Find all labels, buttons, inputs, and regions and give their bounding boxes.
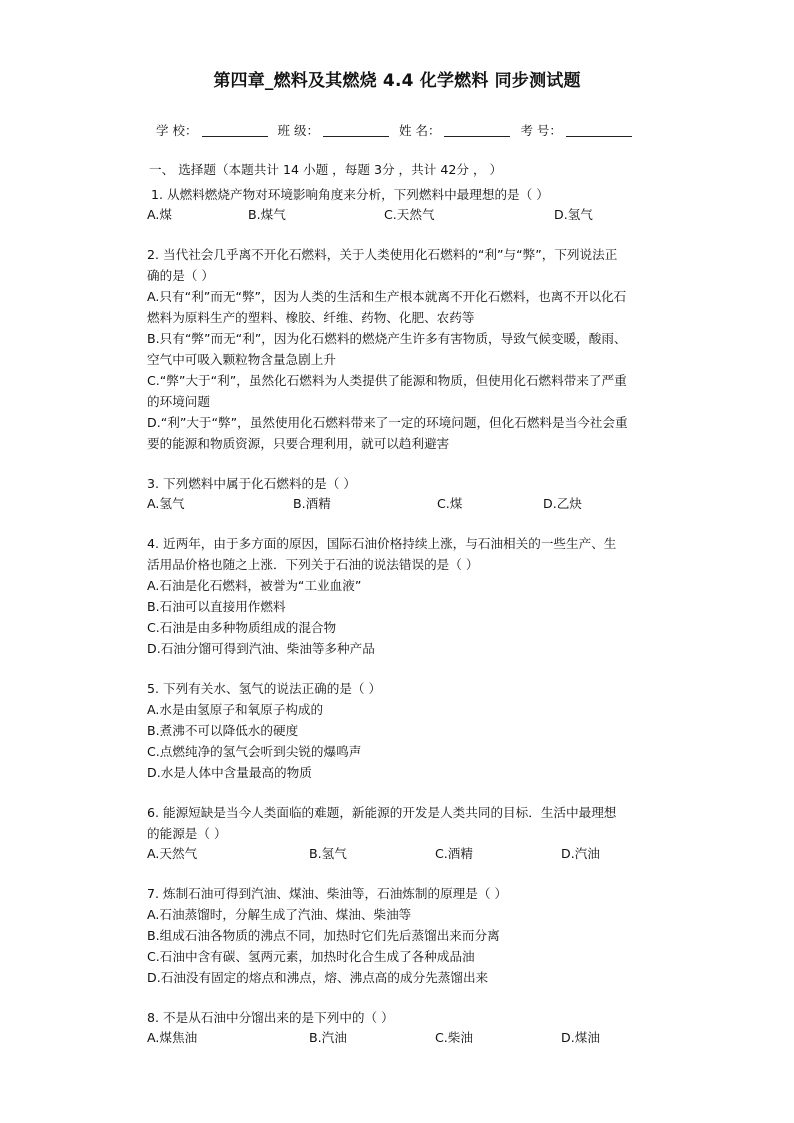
question-5 (147, 678, 677, 783)
option-a-cont: 燃料为原料生产的塑料、橡胶、纤维、药物、化肥、农药等 (147, 310, 475, 325)
option-d: D.石油分馏可得到汽油、柴油等多种产品 (147, 641, 375, 656)
question-stem: 5. 下列有关水、氢气的说法正确的是（ ） (147, 681, 382, 696)
option-b: B.氢气 (309, 846, 347, 861)
class-label: 班 级： (277, 123, 319, 138)
option-b: B.酒精 (293, 496, 331, 511)
question-stem: 7. 炼制石油可得到汽油、煤油、柴油等，石油炼制的原理是（ ） (147, 886, 508, 901)
option-d: D.水是人体中含量最高的物质 (147, 765, 312, 780)
section-title: 一、 选择题（本题共计 14 小题 ，每题 3分 ，共计 42分 ， ） (149, 162, 503, 177)
question-stem: 8. 不是从石油中分馏出来的是下列中的（ ） (147, 1010, 394, 1025)
question-2 (147, 244, 677, 454)
question-stem-cont: 的能源是（ ） (147, 826, 227, 841)
option-a: A.水是由氢原子和氧原子构成的 (147, 702, 324, 717)
option-c: C.天然气 (384, 207, 435, 222)
option-a: A.只有“利”而无“弊”，因为人类的生活和生产根本就离不开化石燃料，也离不开以化石 (147, 289, 627, 304)
option-a: A.煤焦油 (147, 1030, 198, 1045)
option-b: B.汽油 (309, 1030, 347, 1045)
option-a: A.石油蒸馏时，分解生成了汽油、煤油、柴油等 (147, 907, 412, 922)
option-c: C.“弊”大于“利”，虽然化石燃料为人类提供了能源和物质，但使用化石燃料带来了严重 (147, 373, 627, 388)
options-row (147, 1028, 677, 1048)
question-stem: 1. 从燃料燃烧产物对环境影响角度来分析，下列燃料中最理想的是（ ） (151, 187, 549, 202)
name-label: 姓 名： (398, 123, 441, 138)
question-stem-cont: 活用品价格也随之上涨．下列关于石油的说法错误的是（ ） (147, 557, 479, 572)
name-blank[interactable] (444, 124, 510, 137)
option-b: B.煤气 (248, 207, 286, 222)
school-blank[interactable] (202, 124, 268, 137)
option-d: D.汽油 (561, 846, 600, 861)
school-label: 学 校： (156, 123, 198, 138)
question-7 (147, 883, 677, 988)
option-a: A.氢气 (147, 496, 185, 511)
option-c: C.酒精 (435, 846, 473, 861)
option-a: A.天然气 (147, 846, 198, 861)
question-stem-cont: 确的是（ ） (147, 268, 214, 283)
option-a: A.煤 (147, 207, 172, 222)
class-blank[interactable] (323, 124, 389, 137)
option-d: D.乙炔 (543, 496, 582, 511)
question-stem: 6. 能源短缺是当今人类面临的难题，新能源的开发是人类共同的目标．生活中最理想 (147, 805, 617, 820)
question-stem: 3. 下列燃料中属于化石燃料的是（ ） (147, 476, 356, 491)
page-title: 第四章_燃料及其燃烧 4.4 化学燃料 同步测试题 (213, 71, 581, 91)
exam-number-label: 考 号： (520, 123, 562, 138)
option-c-cont: 的环境问题 (147, 394, 210, 409)
options-row (147, 205, 677, 225)
option-c: C.点燃纯净的氢气会听到尖锐的爆鸣声 (147, 744, 362, 759)
option-b: B.煮沸不可以降低水的硬度 (147, 723, 299, 738)
option-b-cont: 空气中可吸入颗粒物含量急剧上升 (147, 352, 336, 367)
option-b: B.石油可以直接用作燃料 (147, 599, 286, 614)
exam-number-blank[interactable] (566, 124, 632, 137)
option-b: B.组成石油各物质的沸点不同，加热时它们先后蒸馏出来而分离 (147, 928, 500, 943)
question-6 (147, 802, 677, 864)
question-3 (147, 473, 677, 514)
option-d: D.煤油 (561, 1030, 600, 1045)
option-c: C.石油中含有碳、氢两元素，加热时化合生成了各种成品油 (147, 949, 475, 964)
options-row (147, 494, 677, 514)
question-4 (147, 533, 677, 659)
option-d: D.氢气 (554, 207, 593, 222)
option-c: C.柴油 (435, 1030, 473, 1045)
question-stem: 4. 近两年，由于多方面的原因，国际石油价格持续上涨，与石油相关的一些生产、生 (147, 536, 617, 551)
option-b: B.只有“弊”而无“利”，因为化石燃料的燃烧产生许多有害物质，导致气候变暖，酸雨、 (147, 331, 627, 346)
option-d: D.石油没有固定的熔点和沸点，熔、沸点高的成分先蒸馏出来 (147, 970, 489, 985)
options-row (147, 844, 677, 864)
question-stem: 2. 当代社会几乎离不开化石燃料，关于人类使用化石燃料的“利”与“弊”，下列说法正 (147, 247, 618, 262)
option-d-cont: 要的能源和物质资源，只要合理利用，就可以趋利避害 (147, 436, 450, 451)
question-8 (147, 1007, 677, 1048)
option-c: C.煤 (437, 496, 463, 511)
option-d: D.“利”大于“弊”，虽然使用化石燃料带来了一定的环境问题，但化石燃料是当今社会重 (147, 415, 628, 430)
student-info-line (0, 121, 794, 139)
option-c: C.石油是由多种物质组成的混合物 (147, 620, 337, 635)
option-a: A.石油是化石燃料，被誉为“工业血液” (147, 578, 362, 593)
question-1 (147, 184, 677, 225)
question-list (147, 160, 677, 1048)
